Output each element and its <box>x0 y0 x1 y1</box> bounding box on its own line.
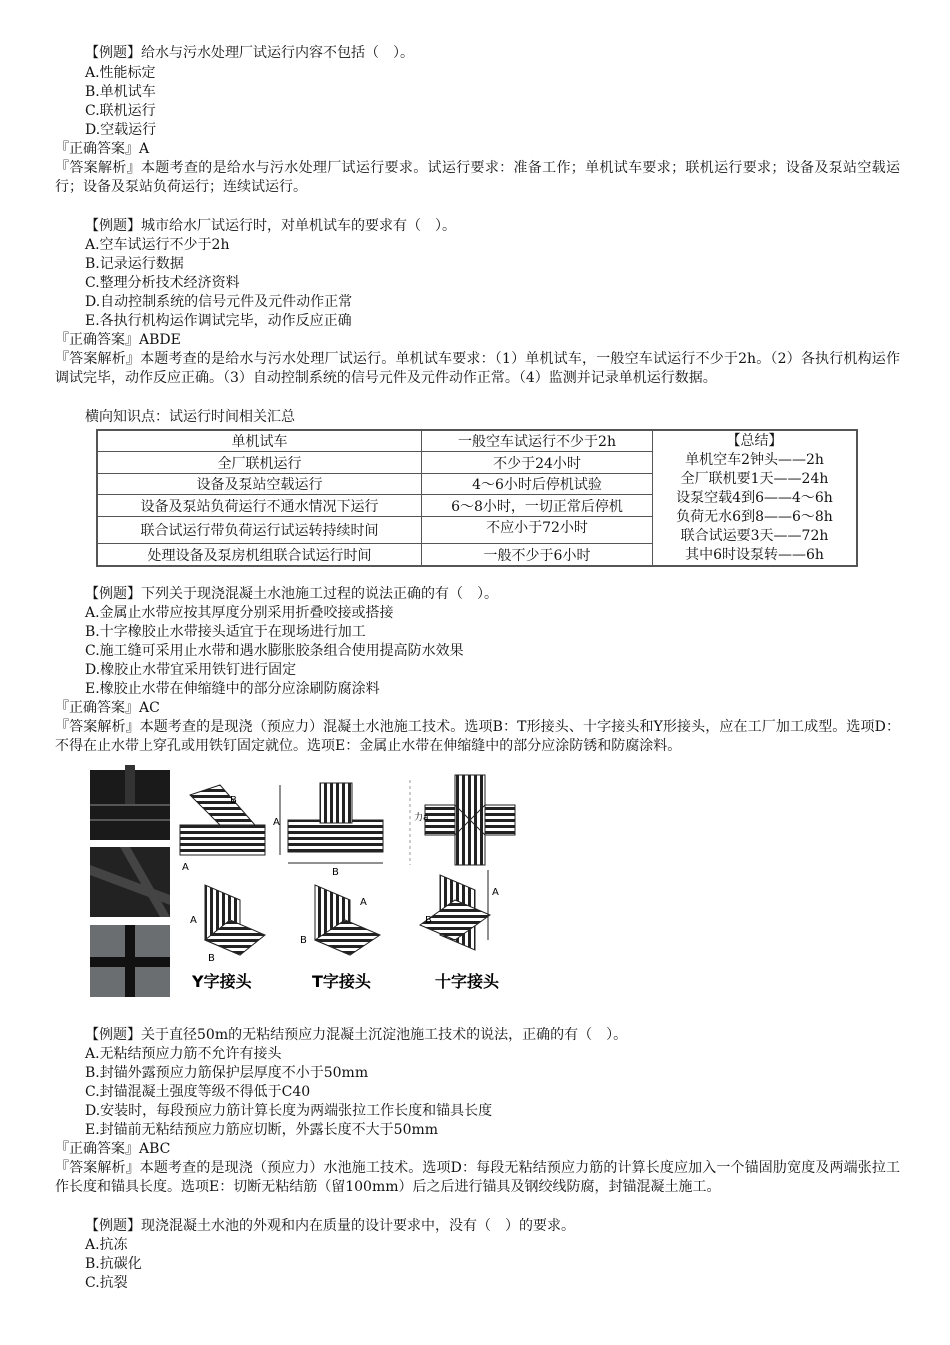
q4-analysis: 『答案解析』本题考查的是现浇（预应力）水池施工技术。选项D：每段无粘结预应力筋的计算长度应加入一个锚固肋宽度及两端张拉工作长度和锚具长度。选项E：切断无粘结筋（留100mm）后之后进行锚具及钢绞线防腐，封锚混凝土施工。 <box>55 1160 900 1195</box>
mnemonic-cell <box>653 430 858 566</box>
dim-letter: A <box>273 817 280 828</box>
summary-table <box>96 429 858 567</box>
q1-title: 【例题】给水与污水处理厂试运行内容不包括（ ）。 <box>85 45 414 61</box>
q1-option-d: D.空载运行 <box>85 122 157 138</box>
mnemonic-line: 单机空车2钟头——2h <box>685 452 824 468</box>
waterstop-joints-figure <box>90 765 520 997</box>
mnemonic-line: 联合试运要3天——72h <box>680 528 829 544</box>
table-cell: 处理设备及泵房机组联合试运行时间 <box>97 544 422 566</box>
t-joint-label: T字接头 <box>312 972 371 991</box>
q4-title: 【例题】关于直径50m的无粘结预应力混凝土沉淀池施工技术的说法，正确的有（ ）。 <box>85 1027 628 1043</box>
table-cell: 一般不少于6小时 <box>422 544 653 566</box>
cross-joint-label: 十字接头 <box>435 972 500 991</box>
y-joint-plan <box>180 785 265 873</box>
q4-option-d: D.安装时，每段预应力筋计算长度为两端张拉工作长度和锚具长度 <box>85 1103 493 1119</box>
waterstop-photo <box>90 765 170 840</box>
mnemonic-line: 设泵空载4到6——4～6h <box>676 490 833 506</box>
q2-option-a: A.空车试运行不少于2h <box>85 237 230 253</box>
q4-option-c: C.封锚混凝土强度等级不得低于C40 <box>85 1084 311 1100</box>
q1-option-a: A.性能标定 <box>85 65 156 81</box>
q3-option-b: B.十字橡胶止水带接头适宜于在现场进行加工 <box>85 624 366 640</box>
q3-analysis: 『答案解析』本题考查的是现浇（预应力）混凝土水池施工技术。选项B：T形接头、十字接头和Y形接头，应在工厂加工成型。选项D：不得在止水带上穿孔或用铁钉固定就位。选项E：金属止水带在伸缩缝中的部分应涂防锈和防腐涂料。 <box>55 719 900 754</box>
q2-option-b: B.记录运行数据 <box>85 256 184 272</box>
dim-note: 力a <box>414 813 429 823</box>
q3-option-d: D.橡胶止水带宜采用铁钉进行固定 <box>85 662 297 678</box>
waterstop-photo <box>90 925 170 997</box>
dim-letter: A <box>182 862 189 873</box>
q4-option-a: A.无粘结预应力筋不允许有接头 <box>85 1046 282 1062</box>
mnemonic-line: 负荷无水6到8——6～8h <box>676 509 833 525</box>
q1-analysis: 『答案解析』本题考查的是给水与污水处理厂试运行要求。试运行要求：准备工作；单机试车要求；联机运行要求；设备及泵站空载运行；设备及泵站负荷运行；连续试运行。 <box>55 160 900 195</box>
y-joint-iso <box>190 885 265 964</box>
q2-option-e: E.各执行机构运作调试完毕，动作反应正确 <box>85 313 352 329</box>
waterstop-photo <box>90 847 170 917</box>
table-cell: 全厂联机运行 <box>97 452 422 473</box>
q2-title: 【例题】城市给水厂试运行时，对单机试车的要求有（ ）。 <box>85 218 456 234</box>
table-cell: 设备及泵站负荷运行不通水情况下运行 <box>97 495 422 516</box>
q4-option-e: E.封锚前无粘结预应力筋应切断，外露长度不大于50mm <box>85 1122 439 1138</box>
dim-letter: B <box>300 935 307 946</box>
t-joint-iso <box>300 885 380 955</box>
q5-option-c: C.抗裂 <box>85 1275 128 1291</box>
dim-letter: A <box>492 887 499 898</box>
q5-title: 【例题】现浇混凝土水池的外观和内在质量的设计要求中，没有（ ）的要求。 <box>85 1218 575 1234</box>
q3-answer: 『正确答案』AC <box>55 700 160 716</box>
table-cell: 6～8小时，一切正常后停机 <box>422 495 653 516</box>
q2-option-c: C.整理分析技术经济资料 <box>85 275 240 291</box>
q5-option-a: A.抗冻 <box>85 1237 128 1253</box>
q2-answer: 『正确答案』ABDE <box>55 332 181 348</box>
dim-letter: A <box>190 915 197 926</box>
q4-option-b: B.封锚外露预应力筋保护层厚度不小于50mm <box>85 1065 369 1081</box>
table-cell: 4～6小时后停机试验 <box>422 473 653 494</box>
q1-answer: 『正确答案』A <box>55 141 150 157</box>
q3-option-c: C.施工缝可采用止水带和遇水膨胀胶条组合使用提高防水效果 <box>85 643 464 659</box>
q2-option-d: D.自动控制系统的信号元件及元件动作正常 <box>85 294 353 310</box>
q3-option-e: E.橡胶止水带在伸缩缝中的部分应涂刷防腐涂料 <box>85 681 380 697</box>
dim-letter: B <box>208 953 215 964</box>
mnemonic-line: 其中6时设泵转——6h <box>685 547 824 563</box>
mnemonic-title: 【总结】 <box>726 433 783 449</box>
summary-heading: 横向知识点：试运行时间相关汇总 <box>85 409 295 425</box>
q1-option-c: C.联机运行 <box>85 103 156 119</box>
y-joint-label: Y字接头 <box>192 972 252 991</box>
dim-letter: A <box>360 897 367 908</box>
q4-answer: 『正确答案』ABC <box>55 1141 171 1157</box>
q2-analysis: 『答案解析』本题考查的是给水与污水处理厂试运行。单机试车要求：（1）单机试车，一般空车试运行不少于2h。（2）各执行机构运作调试完毕，动作反应正确。（3）自动控制系统的信号元件及元件动作正常。（4）监测并记录单机运行数据。 <box>55 351 900 386</box>
table-cell: 不应小于72小时 <box>422 516 653 544</box>
q5-option-b: B.抗碳化 <box>85 1256 142 1272</box>
table-cell: 一般空车试运行不少于2h <box>422 430 653 452</box>
cross-joint-iso <box>420 870 499 950</box>
dim-letter: B <box>332 867 339 878</box>
t-joint-plan <box>273 783 383 878</box>
q3-option-a: A.金属止水带应按其厚度分别采用折叠咬接或搭接 <box>85 605 394 621</box>
q1-option-b: B.单机试车 <box>85 84 156 100</box>
q3-title: 【例题】下列关于现浇混凝土水池施工过程的说法正确的有（ ）。 <box>85 586 498 602</box>
cross-joint-plan <box>414 775 515 865</box>
dim-letter: B <box>230 795 237 806</box>
table-cell: 联合试运行带负荷运行试运转持续时间 <box>97 516 422 544</box>
table-cell: 不少于24小时 <box>422 452 653 473</box>
mnemonic-line: 全厂联机要1天——24h <box>680 471 829 487</box>
table-row <box>97 430 857 452</box>
dim-letter: B <box>425 915 432 926</box>
table-cell: 设备及泵站空载运行 <box>97 473 422 494</box>
table-cell: 单机试车 <box>97 430 422 452</box>
